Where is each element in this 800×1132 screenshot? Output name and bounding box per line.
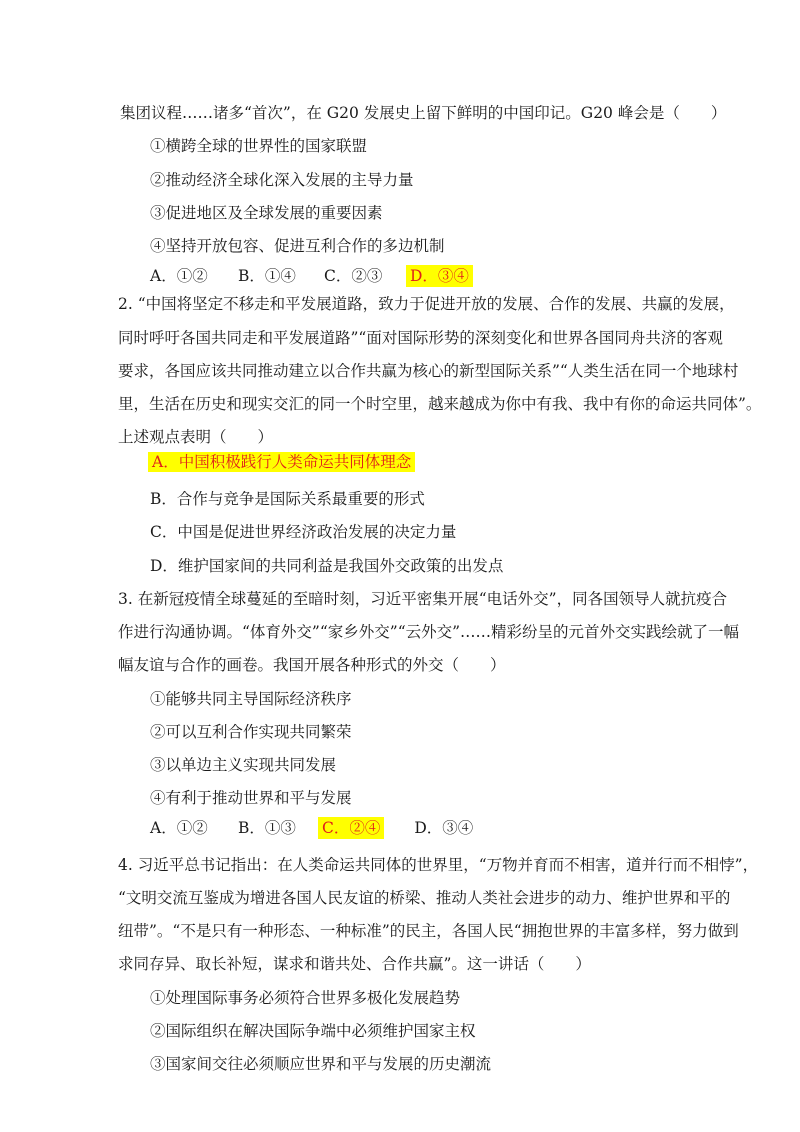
- q1-option-b: B．①④: [238, 267, 296, 285]
- q2-option-d: D．维护国家间的共同利益是我国外交政策的出发点: [150, 557, 504, 575]
- q2-stem-line: 里，生活在历史和现实交汇的同一个时空里，越来越成为你中有我、我中有你的命运共同体”。: [118, 395, 762, 413]
- q2-option-a-answer: [148, 452, 415, 472]
- q3-option-c-answer: C．②④: [318, 817, 384, 839]
- q1-item: ①横跨全球的世界性的国家联盟: [150, 137, 368, 155]
- q3-stem-line: 3. 在新冠疫情全球蔓延的至暗时刻，习近平密集开展“电话外交”，同各国领导人就抗疫合: [118, 590, 728, 608]
- q3-item: ①能够共同主导国际经济秩序: [150, 690, 352, 708]
- q3-options: [150, 817, 473, 839]
- q1-item: ②推动经济全球化深入发展的主导力量: [150, 171, 414, 189]
- q4-stem-line: 求同存异、取长补短，谋求和谐共处、合作共赢”。这一讲话（ ）: [118, 955, 591, 973]
- q1-stem: 集团议程……诸多“首次”，在 G20 发展史上留下鲜明的中国印记。G20 峰会是（ ）: [120, 104, 727, 122]
- q4-item: ③国家间交往必须顺应世界和平与发展的历史潮流: [150, 1055, 492, 1073]
- q3-item: ④有利于推动世界和平与发展: [150, 789, 352, 807]
- q1-option-a: A．①②: [150, 267, 208, 285]
- q1-item: ④坚持开放包容、促进互利合作的多边机制: [150, 237, 445, 255]
- q1-option-d-answer: D．③④: [406, 265, 473, 287]
- q4-stem-line: 纽带”。“不是只有一种形态、一种标准”的民主，各国人民“拥抱世界的丰富多样，努力做到: [118, 922, 739, 940]
- q2-stem-line: 要求，各国应该共同推动建立以合作共赢为核心的新型国际关系”“人类生活在同一个地球村: [118, 362, 739, 380]
- q2-stem-line: 2. “中国将坚定不移走和平发展道路，致力于促进开放的发展、合作的发展、共赢的发展，: [118, 295, 735, 313]
- q2-option-b: B．合作与竞争是国际关系最重要的形式: [150, 490, 425, 508]
- q4-stem-line: “文明交流互鉴成为增进各国人民友谊的桥梁、推动人类社会进步的动力、维护世界和平的: [118, 889, 731, 907]
- q3-option-b: B．①③: [238, 819, 296, 837]
- q2-stem-line: 上述观点表明（ ）: [118, 428, 274, 446]
- q3-option-d: D．③④: [414, 819, 474, 837]
- q3-stem-line: 幅友谊与合作的画卷。我国开展各种形式的外交（ ）: [118, 656, 506, 674]
- q3-item: ③以单边主义实现共同发展: [150, 756, 337, 774]
- q1-option-c: C．②③: [324, 267, 383, 285]
- q4-item: ①处理国际事务必须符合世界多极化发展趋势: [150, 989, 461, 1007]
- q3-stem-line: 作进行沟通协调。“体育外交”“家乡外交”“云外交”……精彩纷呈的元首外交实践绘就了一幅: [118, 623, 740, 641]
- q2-option-c: C．中国是促进世界经济政治发展的决定力量: [150, 523, 457, 541]
- q1-options: [150, 265, 473, 287]
- q2-option-a-text: A．中国积极践行人类命运共同体理念: [148, 452, 415, 472]
- q3-item: ②可以互利合作实现共同繁荣: [150, 723, 352, 741]
- q3-option-a: A．①②: [150, 819, 208, 837]
- q2-stem-line: 同时呼吁各国共同走和平发展道路”“面对国际形势的深刻变化和世界各国同舟共济的客观: [118, 329, 723, 347]
- q4-stem-line: 4. 习近平总书记指出：在人类命运共同体的世界里，“万物并育而不相害，道并行而不相悖”，: [118, 856, 759, 874]
- q1-item: ③促进地区及全球发展的重要因素: [150, 204, 383, 222]
- q4-item: ②国际组织在解决国际争端中必须维护国家主权: [150, 1022, 476, 1040]
